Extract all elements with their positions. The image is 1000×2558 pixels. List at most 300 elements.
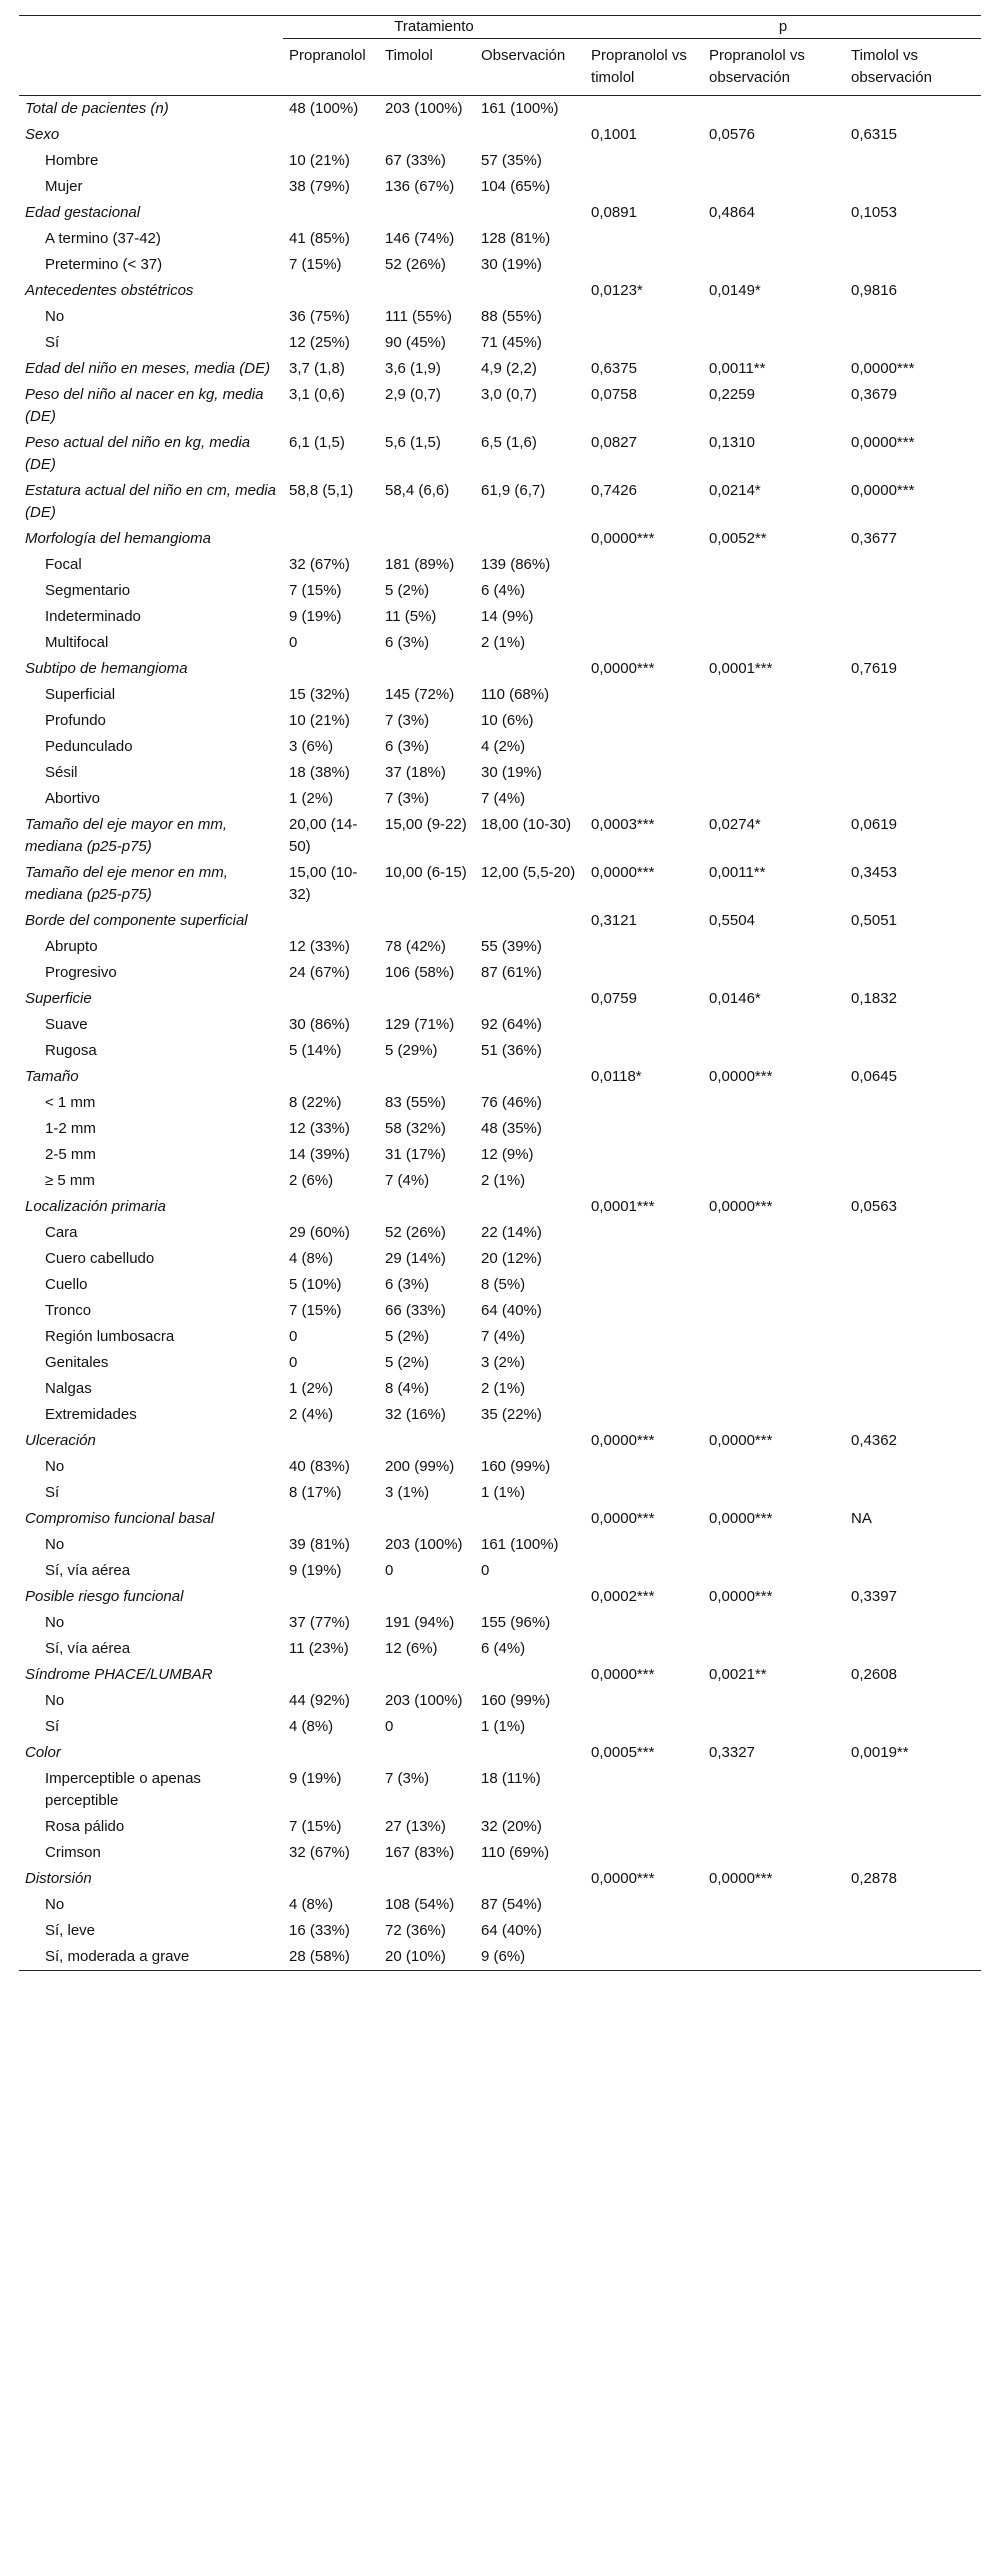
row-label: Localización primaria bbox=[25, 1198, 166, 1215]
p-propranolol-vs-timolol-cell: 0,0000*** bbox=[591, 530, 655, 547]
row-label: Síndrome PHACE/LUMBAR bbox=[25, 1666, 213, 1683]
table-section-row bbox=[19, 122, 981, 148]
propranolol-cell: 9 (19%) bbox=[289, 608, 342, 625]
p-propranolol-vs-timolol-cell: 0,0000*** bbox=[591, 1666, 655, 1683]
propranolol-cell bbox=[283, 278, 379, 304]
table-row bbox=[19, 1610, 981, 1636]
propranolol-cell: 9 (19%) bbox=[289, 1562, 342, 1579]
timolol-cell bbox=[379, 986, 475, 1012]
table-section-row bbox=[19, 278, 981, 304]
row-label: Superficial bbox=[45, 686, 116, 703]
observacion-cell: 155 (96%) bbox=[481, 1614, 551, 1631]
p-propranolol-vs-timolol-cell bbox=[585, 1246, 703, 1272]
table-row bbox=[19, 1220, 981, 1246]
p-propranolol-vs-timolol-cell bbox=[585, 1636, 703, 1662]
row-label: Cuero cabelludo bbox=[45, 1250, 155, 1267]
propranolol-cell: 9 (19%) bbox=[289, 1770, 342, 1787]
propranolol-cell: 7 (15%) bbox=[289, 582, 342, 599]
row-label: Nalgas bbox=[45, 1380, 92, 1397]
timolol-cell: 3 (1%) bbox=[385, 1484, 430, 1501]
row-label: Segmentario bbox=[45, 582, 131, 599]
propranolol-cell: 14 (39%) bbox=[289, 1146, 350, 1163]
p-propranolol-vs-timolol-cell bbox=[585, 1766, 703, 1814]
row-label: No bbox=[45, 1458, 65, 1475]
propranolol-cell: 10 (21%) bbox=[289, 712, 350, 729]
p-propranolol-vs-timolol-cell bbox=[585, 304, 703, 330]
timolol-cell bbox=[379, 1584, 475, 1610]
row-label: Compromiso funcional basal bbox=[25, 1510, 215, 1527]
p-timolol-vs-observacion-cell bbox=[845, 760, 981, 786]
observacion-cell: 88 (55%) bbox=[481, 308, 542, 325]
table-row bbox=[19, 1168, 981, 1194]
p-propranolol-vs-timolol-cell bbox=[585, 1688, 703, 1714]
p-propranolol-vs-timolol-cell: 0,0827 bbox=[591, 434, 637, 451]
results-table bbox=[19, 15, 981, 1971]
observacion-cell: 6 (4%) bbox=[481, 1640, 526, 1657]
p-propranolol-vs-timolol-cell: 0,6375 bbox=[591, 360, 637, 377]
p-propranolol-vs-timolol-cell bbox=[585, 174, 703, 200]
table-section-row bbox=[19, 382, 981, 430]
propranolol-cell: 4 (8%) bbox=[289, 1896, 334, 1913]
timolol-cell: 11 (5%) bbox=[385, 608, 437, 625]
timolol-cell bbox=[379, 908, 475, 934]
timolol-cell: 108 (54%) bbox=[385, 1896, 455, 1913]
p-propranolol-vs-observacion-cell bbox=[703, 1168, 845, 1194]
row-label: Sexo bbox=[25, 126, 60, 143]
table-row bbox=[19, 1480, 981, 1506]
observacion-cell: 104 (65%) bbox=[481, 178, 551, 195]
observacion-cell bbox=[475, 278, 585, 304]
p-propranolol-vs-observacion-cell bbox=[703, 1558, 845, 1584]
p-propranolol-vs-timolol-cell bbox=[585, 708, 703, 734]
propranolol-cell: 7 (15%) bbox=[289, 1302, 342, 1319]
p-timolol-vs-observacion-cell: 0,0563 bbox=[851, 1198, 897, 1215]
p-propranolol-vs-timolol-cell bbox=[585, 786, 703, 812]
p-propranolol-vs-timolol-cell: 0,0000*** bbox=[591, 1432, 655, 1449]
timolol-cell: 7 (4%) bbox=[385, 1172, 430, 1189]
timolol-cell: 2,9 (0,7) bbox=[385, 386, 441, 403]
p-propranolol-vs-observacion-cell bbox=[703, 1454, 845, 1480]
p-timolol-vs-observacion-cell bbox=[845, 1324, 981, 1350]
table-row bbox=[19, 226, 981, 252]
column-header-observacion: Observación bbox=[475, 39, 585, 96]
p-propranolol-vs-observacion-cell: 0,0000*** bbox=[709, 1432, 773, 1449]
timolol-cell: 37 (18%) bbox=[385, 764, 446, 781]
p-propranolol-vs-observacion-cell bbox=[703, 226, 845, 252]
p-propranolol-vs-timolol-cell bbox=[585, 1090, 703, 1116]
p-propranolol-vs-observacion-cell bbox=[703, 708, 845, 734]
observacion-cell: 10 (6%) bbox=[481, 712, 534, 729]
row-label: Sí, leve bbox=[45, 1922, 96, 1939]
observacion-cell bbox=[475, 656, 585, 682]
table-row bbox=[19, 604, 981, 630]
p-propranolol-vs-timolol-cell bbox=[585, 604, 703, 630]
table-section-row bbox=[19, 1740, 981, 1766]
observacion-cell: 64 (40%) bbox=[481, 1922, 542, 1939]
p-propranolol-vs-observacion-cell: 0,0021** bbox=[709, 1666, 767, 1683]
p-timolol-vs-observacion-cell: 0,1053 bbox=[851, 204, 897, 221]
p-propranolol-vs-observacion-cell: 0,0001*** bbox=[709, 660, 773, 677]
p-timolol-vs-observacion-cell: 0,6315 bbox=[851, 126, 897, 143]
p-propranolol-vs-timolol-cell bbox=[585, 1814, 703, 1840]
propranolol-cell: 1 (2%) bbox=[289, 790, 334, 807]
p-propranolol-vs-observacion-cell: 0,0011** bbox=[709, 864, 766, 881]
p-propranolol-vs-timolol-cell bbox=[585, 1892, 703, 1918]
p-propranolol-vs-observacion-cell bbox=[703, 1714, 845, 1740]
table-header bbox=[19, 16, 981, 96]
observacion-cell: 8 (5%) bbox=[481, 1276, 526, 1293]
propranolol-cell: 4 (8%) bbox=[289, 1718, 334, 1735]
timolol-cell bbox=[379, 1064, 475, 1090]
p-propranolol-vs-timolol-cell: 0,0000*** bbox=[591, 1870, 655, 1887]
timolol-cell: 0 bbox=[385, 1718, 394, 1735]
table-row bbox=[19, 1688, 981, 1714]
p-timolol-vs-observacion-cell: 0,3397 bbox=[851, 1588, 897, 1605]
timolol-cell: 136 (67%) bbox=[385, 178, 455, 195]
p-propranolol-vs-timolol-cell: 0,0891 bbox=[591, 204, 637, 221]
results-table-container bbox=[19, 15, 981, 1971]
observacion-cell: 139 (86%) bbox=[481, 556, 551, 573]
timolol-cell: 72 (36%) bbox=[385, 1922, 446, 1939]
table-row bbox=[19, 578, 981, 604]
table-row bbox=[19, 960, 981, 986]
p-propranolol-vs-observacion-cell bbox=[703, 148, 845, 174]
observacion-cell: 4 (2%) bbox=[481, 738, 526, 755]
p-timolol-vs-observacion-cell: 0,3677 bbox=[851, 530, 897, 547]
timolol-cell: 106 (58%) bbox=[385, 964, 455, 981]
row-label: Sí, vía aérea bbox=[45, 1562, 131, 1579]
propranolol-cell: 11 (23%) bbox=[289, 1640, 349, 1657]
p-propranolol-vs-timolol-cell: 0,0005*** bbox=[591, 1744, 655, 1761]
propranolol-cell: 8 (17%) bbox=[289, 1484, 342, 1501]
p-timolol-vs-observacion-cell: 0,2608 bbox=[851, 1666, 897, 1683]
table-section-row bbox=[19, 1064, 981, 1090]
row-label: 2-5 mm bbox=[45, 1146, 96, 1163]
p-timolol-vs-observacion-cell bbox=[845, 1376, 981, 1402]
propranolol-cell bbox=[283, 1662, 379, 1688]
p-propranolol-vs-observacion-cell: 0,0576 bbox=[709, 126, 755, 143]
observacion-cell bbox=[475, 200, 585, 226]
p-propranolol-vs-timolol-cell bbox=[585, 1944, 703, 1971]
p-timolol-vs-observacion-cell bbox=[845, 252, 981, 278]
observacion-cell: 14 (9%) bbox=[481, 608, 534, 625]
observacion-cell: 160 (99%) bbox=[481, 1692, 551, 1709]
observacion-cell: 61,9 (6,7) bbox=[481, 482, 546, 499]
p-propranolol-vs-timolol-cell bbox=[585, 552, 703, 578]
propranolol-cell: 0 bbox=[289, 1328, 298, 1345]
propranolol-cell: 24 (67%) bbox=[289, 964, 350, 981]
p-propranolol-vs-timolol-cell bbox=[585, 1918, 703, 1944]
p-propranolol-vs-timolol-cell: 0,0758 bbox=[591, 386, 637, 403]
p-propranolol-vs-observacion-cell bbox=[703, 682, 845, 708]
propranolol-cell: 7 (15%) bbox=[289, 1818, 342, 1835]
observacion-cell: 18 (11%) bbox=[481, 1770, 541, 1787]
propranolol-cell: 16 (33%) bbox=[289, 1922, 350, 1939]
propranolol-cell: 1 (2%) bbox=[289, 1380, 334, 1397]
observacion-cell: 12 (9%) bbox=[481, 1146, 534, 1163]
propranolol-cell: 38 (79%) bbox=[289, 178, 350, 195]
timolol-cell: 58 (32%) bbox=[385, 1120, 446, 1137]
row-label: Pedunculado bbox=[45, 738, 133, 755]
p-propranolol-vs-timolol-cell bbox=[585, 1350, 703, 1376]
propranolol-cell: 28 (58%) bbox=[283, 1944, 379, 1971]
propranolol-cell: 2 (4%) bbox=[289, 1406, 334, 1423]
p-timolol-vs-observacion-cell bbox=[845, 734, 981, 760]
timolol-cell bbox=[379, 1194, 475, 1220]
p-propranolol-vs-observacion-cell: 0,0146* bbox=[709, 990, 761, 1007]
table-row bbox=[19, 1558, 981, 1584]
observacion-cell: 9 (6%) bbox=[475, 1944, 585, 1971]
timolol-cell: 191 (94%) bbox=[385, 1614, 455, 1631]
p-propranolol-vs-observacion-cell: 0,0052** bbox=[709, 530, 767, 547]
p-propranolol-vs-timolol-cell: 0,0000*** bbox=[591, 1510, 655, 1527]
p-timolol-vs-observacion-cell bbox=[845, 708, 981, 734]
observacion-cell: 30 (19%) bbox=[481, 764, 542, 781]
p-propranolol-vs-observacion-cell bbox=[703, 630, 845, 656]
propranolol-cell: 40 (83%) bbox=[289, 1458, 350, 1475]
table-section-row bbox=[19, 96, 981, 123]
propranolol-cell: 18 (38%) bbox=[289, 764, 350, 781]
table-section-row bbox=[19, 526, 981, 552]
propranolol-cell bbox=[283, 1866, 379, 1892]
p-timolol-vs-observacion-cell bbox=[845, 604, 981, 630]
observacion-cell: 20 (12%) bbox=[481, 1250, 542, 1267]
table-row bbox=[19, 1714, 981, 1740]
p-propranolol-vs-timolol-cell bbox=[585, 330, 703, 356]
propranolol-cell: 58,8 (5,1) bbox=[289, 482, 354, 499]
p-propranolol-vs-observacion-cell bbox=[703, 578, 845, 604]
row-label: Estatura actual del niño en cm, media (DE) bbox=[25, 482, 276, 521]
observacion-cell: 87 (61%) bbox=[481, 964, 542, 981]
p-propranolol-vs-observacion-cell bbox=[703, 1350, 845, 1376]
timolol-cell: 27 (13%) bbox=[385, 1818, 446, 1835]
table-row bbox=[19, 630, 981, 656]
group-header-spacer bbox=[19, 16, 283, 39]
p-propranolol-vs-timolol-cell bbox=[585, 1376, 703, 1402]
p-propranolol-vs-observacion-cell bbox=[703, 1766, 845, 1814]
table-row bbox=[19, 304, 981, 330]
p-propranolol-vs-observacion-cell bbox=[703, 1298, 845, 1324]
p-timolol-vs-observacion-cell bbox=[845, 1944, 981, 1971]
table-row bbox=[19, 174, 981, 200]
p-propranolol-vs-timolol-cell: 0,0001*** bbox=[591, 1198, 655, 1215]
propranolol-cell bbox=[283, 656, 379, 682]
timolol-cell: 20 (10%) bbox=[379, 1944, 475, 1971]
observacion-cell bbox=[475, 1506, 585, 1532]
table-section-row bbox=[19, 860, 981, 908]
observacion-cell: 7 (4%) bbox=[481, 790, 526, 807]
propranolol-cell bbox=[283, 1064, 379, 1090]
propranolol-cell bbox=[283, 526, 379, 552]
row-label: Suave bbox=[45, 1016, 88, 1033]
timolol-cell: 52 (26%) bbox=[385, 256, 446, 273]
propranolol-cell: 4 (8%) bbox=[289, 1250, 334, 1267]
column-header-variable bbox=[19, 39, 283, 96]
p-timolol-vs-observacion-cell bbox=[845, 1892, 981, 1918]
propranolol-cell: 5 (14%) bbox=[289, 1042, 342, 1059]
observacion-cell: 22 (14%) bbox=[481, 1224, 542, 1241]
timolol-cell bbox=[379, 1866, 475, 1892]
timolol-cell: 0 bbox=[385, 1562, 394, 1579]
propranolol-cell: 2 (6%) bbox=[289, 1172, 334, 1189]
p-timolol-vs-observacion-cell: 0,5051 bbox=[851, 912, 897, 929]
row-label: Posible riesgo funcional bbox=[25, 1588, 184, 1605]
timolol-cell: 5 (2%) bbox=[385, 582, 430, 599]
propranolol-cell: 37 (77%) bbox=[289, 1614, 350, 1631]
p-propranolol-vs-observacion-cell: 0,3327 bbox=[709, 1744, 755, 1761]
timolol-cell: 3,6 (1,9) bbox=[385, 360, 441, 377]
p-timolol-vs-observacion-cell: 0,3679 bbox=[851, 386, 897, 403]
p-timolol-vs-observacion-cell: 0,7619 bbox=[851, 660, 897, 677]
table-section-row bbox=[19, 908, 981, 934]
table-row bbox=[19, 1116, 981, 1142]
table-row bbox=[19, 552, 981, 578]
p-propranolol-vs-observacion-cell bbox=[703, 1840, 845, 1866]
row-label: No bbox=[45, 1896, 65, 1913]
row-label: Total de pacientes (n) bbox=[25, 100, 169, 117]
p-propranolol-vs-observacion-cell bbox=[703, 1636, 845, 1662]
p-propranolol-vs-observacion-cell: 0,0000*** bbox=[709, 1870, 773, 1887]
p-timolol-vs-observacion-cell bbox=[845, 1480, 981, 1506]
propranolol-cell bbox=[283, 1584, 379, 1610]
observacion-cell: 51 (36%) bbox=[481, 1042, 542, 1059]
p-propranolol-vs-observacion-cell: 0,5504 bbox=[709, 912, 755, 929]
observacion-cell bbox=[475, 1866, 585, 1892]
timolol-cell: 167 (83%) bbox=[385, 1844, 455, 1861]
propranolol-cell: 12 (33%) bbox=[289, 938, 350, 955]
observacion-cell: 71 (45%) bbox=[481, 334, 542, 351]
observacion-cell bbox=[475, 908, 585, 934]
propranolol-cell: 36 (75%) bbox=[289, 308, 350, 325]
p-propranolol-vs-timolol-cell bbox=[585, 1840, 703, 1866]
p-propranolol-vs-timolol-cell: 0,0123* bbox=[591, 282, 643, 299]
row-label: Rosa pálido bbox=[45, 1818, 125, 1835]
p-timolol-vs-observacion-cell bbox=[845, 1272, 981, 1298]
p-propranolol-vs-observacion-cell bbox=[703, 1116, 845, 1142]
p-propranolol-vs-timolol-cell: 0,3121 bbox=[591, 912, 637, 929]
p-propranolol-vs-observacion-cell: 0,2259 bbox=[709, 386, 755, 403]
p-propranolol-vs-observacion-cell bbox=[703, 1480, 845, 1506]
p-propranolol-vs-observacion-cell bbox=[703, 934, 845, 960]
row-label: Pretermino (< 37) bbox=[45, 256, 163, 273]
observacion-cell: 110 (68%) bbox=[481, 686, 550, 703]
row-label: Abortivo bbox=[45, 790, 101, 807]
p-propranolol-vs-observacion-cell: 0,1310 bbox=[709, 434, 755, 451]
group-header-p: p bbox=[585, 16, 981, 39]
table-section-row bbox=[19, 986, 981, 1012]
timolol-cell: 31 (17%) bbox=[385, 1146, 446, 1163]
p-timolol-vs-observacion-cell: 0,9816 bbox=[851, 282, 897, 299]
table-section-row bbox=[19, 1194, 981, 1220]
observacion-cell: 2 (1%) bbox=[481, 634, 526, 651]
propranolol-cell: 29 (60%) bbox=[289, 1224, 350, 1241]
row-label: No bbox=[45, 1614, 65, 1631]
p-propranolol-vs-timolol-cell bbox=[585, 1142, 703, 1168]
propranolol-cell: 12 (33%) bbox=[289, 1120, 350, 1137]
observacion-cell: 2 (1%) bbox=[481, 1380, 526, 1397]
p-propranolol-vs-observacion-cell bbox=[703, 1142, 845, 1168]
timolol-cell: 203 (100%) bbox=[385, 1692, 463, 1709]
p-timolol-vs-observacion-cell bbox=[845, 1636, 981, 1662]
p-propranolol-vs-observacion-cell bbox=[703, 1814, 845, 1840]
p-propranolol-vs-timolol-cell bbox=[585, 1480, 703, 1506]
p-timolol-vs-observacion-cell bbox=[845, 934, 981, 960]
propranolol-cell: 0 bbox=[289, 634, 298, 651]
table-row bbox=[19, 760, 981, 786]
table-row bbox=[19, 934, 981, 960]
row-label: ≥ 5 mm bbox=[45, 1172, 95, 1189]
observacion-cell bbox=[475, 1584, 585, 1610]
p-propranolol-vs-timolol-cell: 0,7426 bbox=[591, 482, 637, 499]
row-label: No bbox=[45, 308, 65, 325]
p-propranolol-vs-timolol-cell bbox=[585, 682, 703, 708]
table-row bbox=[19, 1402, 981, 1428]
table-row bbox=[19, 1766, 981, 1814]
p-propranolol-vs-timolol-cell bbox=[585, 252, 703, 278]
p-propranolol-vs-timolol-cell bbox=[585, 578, 703, 604]
column-header-propranolol-vs-timolol: Propranolol vs timolol bbox=[585, 39, 703, 96]
column-header-propranolol-vs-observacion: Propranolol vs observación bbox=[703, 39, 845, 96]
row-label: Tronco bbox=[45, 1302, 92, 1319]
row-label: No bbox=[45, 1536, 65, 1553]
p-propranolol-vs-timolol-cell: 0,0118* bbox=[591, 1068, 642, 1085]
observacion-cell bbox=[475, 526, 585, 552]
timolol-cell: 6 (3%) bbox=[385, 634, 430, 651]
p-propranolol-vs-observacion-cell bbox=[703, 1532, 845, 1558]
p-propranolol-vs-timolol-cell bbox=[585, 226, 703, 252]
row-label: Cara bbox=[45, 1224, 78, 1241]
p-timolol-vs-observacion-cell bbox=[845, 1688, 981, 1714]
observacion-cell: 92 (64%) bbox=[481, 1016, 542, 1033]
p-propranolol-vs-observacion-cell: 0,0274* bbox=[709, 816, 761, 833]
row-label: Abrupto bbox=[45, 938, 98, 955]
propranolol-cell: 12 (25%) bbox=[289, 334, 350, 351]
timolol-cell: 5 (29%) bbox=[385, 1042, 438, 1059]
observacion-cell bbox=[475, 1194, 585, 1220]
table-row bbox=[19, 1324, 981, 1350]
p-propranolol-vs-observacion-cell: 0,0214* bbox=[709, 482, 761, 499]
p-timolol-vs-observacion-cell: NA bbox=[851, 1510, 872, 1527]
timolol-cell bbox=[379, 122, 475, 148]
table-section-row bbox=[19, 430, 981, 478]
propranolol-cell: 0 bbox=[289, 1354, 298, 1371]
propranolol-cell: 30 (86%) bbox=[289, 1016, 350, 1033]
observacion-cell: 3 (2%) bbox=[481, 1354, 526, 1371]
table-row bbox=[19, 330, 981, 356]
row-label: A termino (37-42) bbox=[45, 230, 161, 247]
timolol-cell bbox=[379, 1506, 475, 1532]
row-label: 1-2 mm bbox=[45, 1120, 96, 1137]
p-timolol-vs-observacion-cell bbox=[845, 1532, 981, 1558]
observacion-cell: 18,00 (10-30) bbox=[481, 816, 572, 833]
timolol-cell: 7 (3%) bbox=[385, 1770, 430, 1787]
row-label: Peso del niño al nacer en kg, media (DE) bbox=[25, 386, 264, 425]
p-propranolol-vs-timolol-cell bbox=[585, 96, 703, 123]
row-label: Sí bbox=[45, 334, 60, 351]
observacion-cell: 110 (69%) bbox=[481, 1844, 550, 1861]
table-section-row bbox=[19, 656, 981, 682]
table-section-row bbox=[19, 200, 981, 226]
p-propranolol-vs-observacion-cell bbox=[703, 552, 845, 578]
observacion-cell bbox=[475, 1740, 585, 1766]
table-section-row bbox=[19, 1866, 981, 1892]
propranolol-cell: 32 (67%) bbox=[289, 1844, 350, 1861]
p-propranolol-vs-observacion-cell: 0,0000*** bbox=[709, 1068, 773, 1085]
propranolol-cell: 5 (10%) bbox=[289, 1276, 342, 1293]
propranolol-cell: 3,1 (0,6) bbox=[289, 386, 345, 403]
p-propranolol-vs-observacion-cell bbox=[703, 1272, 845, 1298]
row-label: Región lumbosacra bbox=[45, 1328, 175, 1345]
